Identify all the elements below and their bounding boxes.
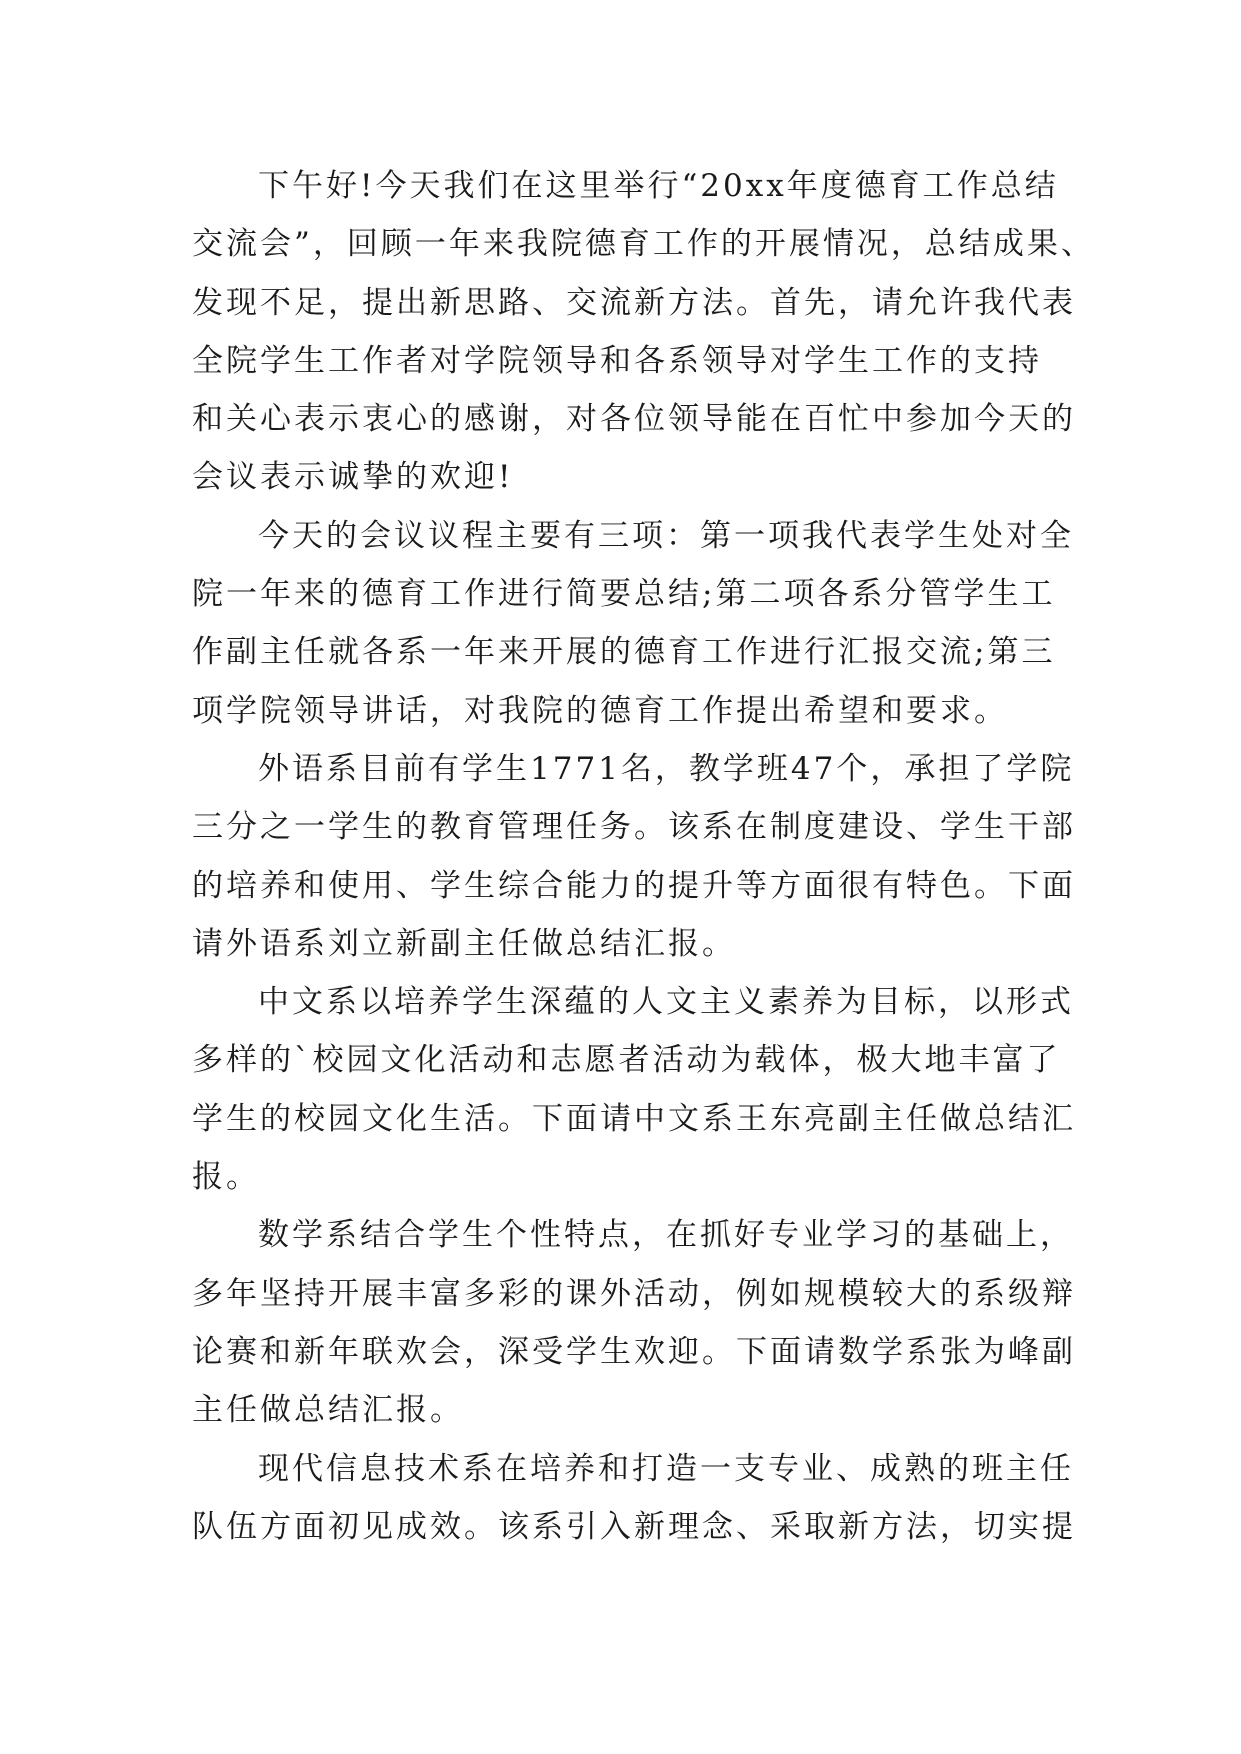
text-line: 队伍方面初见成效。该系引入新理念、采取新方法，切实提 <box>192 1508 1076 1545</box>
text-line: 全院学生工作者对学院领导和各系领导对学生工作的支持 <box>192 342 1042 379</box>
text-line: 请外语系刘立新副主任做总结汇报。 <box>192 925 736 962</box>
text-line: 数学系结合学生个性特点，在抓好专业学习的基础上， <box>258 1217 1074 1254</box>
paragraph-math-dept <box>192 1206 1076 1439</box>
text-line: 会议表示诚挚的欢迎! <box>192 459 514 496</box>
document-body <box>192 157 1095 1556</box>
text-line: 院一年来的德育工作进行简要总结;第二项各系分管学生工 <box>192 576 1056 613</box>
text-line: 主任做总结汇报。 <box>192 1392 464 1429</box>
paragraph-greeting <box>192 157 1095 507</box>
text-line: 报。 <box>192 1159 260 1196</box>
text-line: 外语系目前有学生1771名，教学班47个，承担了学院 <box>258 750 1075 787</box>
text-line: 中文系以培养学生深蕴的人文主义素养为目标，以形式 <box>258 984 1074 1021</box>
text-line: 交流会”，回顾一年来我院德育工作的开展情况，总结成果、 <box>192 226 1095 263</box>
text-line: 下午好!今天我们在这里举行“20xx年度德育工作总结 <box>258 168 1059 204</box>
text-line: 多年坚持开展丰富多彩的课外活动，例如规模较大的系级辩 <box>192 1275 1076 1312</box>
text-line: 论赛和新年联欢会，深受学生欢迎。下面请数学系张为峰副 <box>192 1333 1076 1370</box>
paragraph-agenda <box>192 507 1074 740</box>
text-line: 三分之一学生的教育管理任务。该系在制度建设、学生干部 <box>192 809 1076 846</box>
text-line: 发现不足，提出新思路、交流新方法。首先，请允许我代表 <box>192 284 1076 321</box>
text-line: 和关心表示衷心的感谢，对各位领导能在百忙中参加今天的 <box>192 401 1076 438</box>
paragraph-chinese-dept <box>192 973 1076 1206</box>
text-line: 的培养和使用、学生综合能力的提升等方面很有特色。下面 <box>192 867 1076 904</box>
paragraph-foreign-language-dept <box>192 740 1076 973</box>
text-line: 项学院领导讲话，对我院的德育工作提出希望和要求。 <box>192 692 1008 729</box>
text-line: 多样的`校园文化活动和志愿者活动为载体，极大地丰富了 <box>192 1042 1061 1079</box>
text-line: 今天的会议议程主要有三项：第一项我代表学生处对全 <box>258 517 1074 554</box>
text-line: 作副主任就各系一年来开展的德育工作进行汇报交流;第三 <box>192 634 1056 671</box>
text-line: 学生的校园文化生活。下面请中文系王东亮副主任做总结汇 <box>192 1100 1076 1137</box>
paragraph-it-dept <box>192 1440 1076 1557</box>
text-line: 现代信息技术系在培养和打造一支专业、成熟的班主任 <box>258 1450 1074 1487</box>
